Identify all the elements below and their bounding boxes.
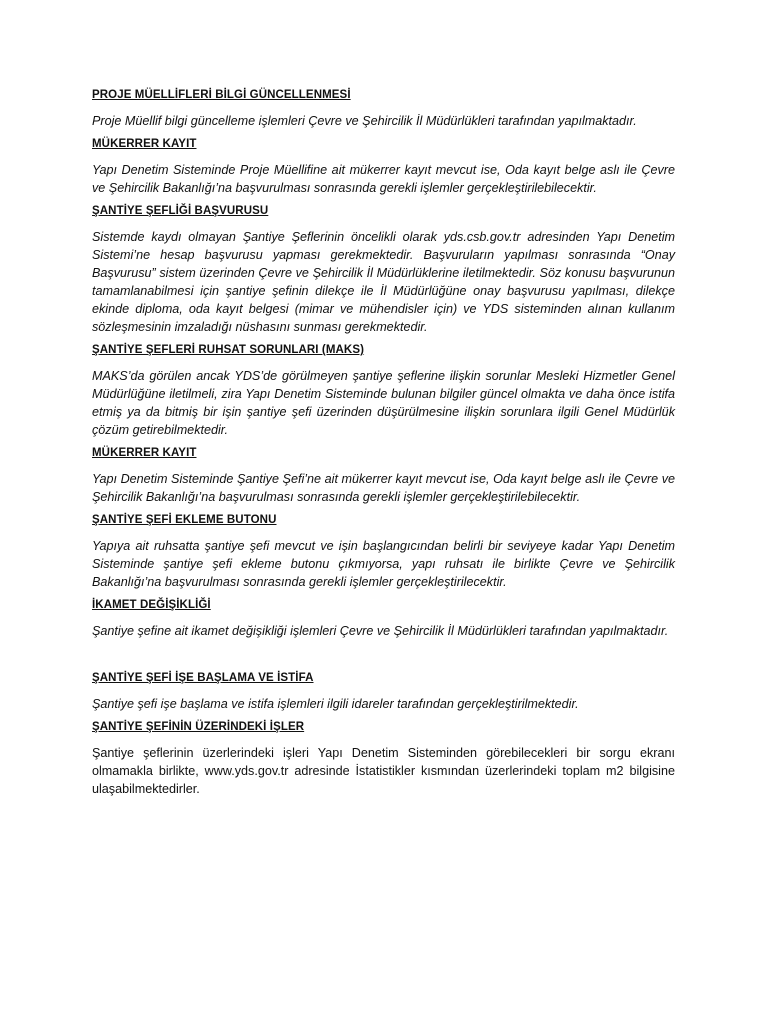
section-text-ekleme-butonu: Yapıya ait ruhsatta şantiye şefi mevcut ve işin başlangıcından belirli bir seviyeye kadar Yapı Denetim Sisteminde şantiye şefi ekleme butonu çıkmıyorsa, yapı ruhsatı ile birlikte Çevre ve Şehircilik Bakanlığı’na başvurulması sonrasında gerekli işlemler gerçekleştirilecektir. xyxy=(92,539,675,589)
section-heading-uzerindeki-isler: ŞANTİYE ŞEFİNİN ÜZERİNDEKİ İŞLER xyxy=(92,721,305,733)
section-text-mukerrer-kayit-1: Yapı Denetim Sisteminde Proje Müellifine ait mükerrer kayıt mevcut ise, Oda kayıt belge aslı ile Çevre ve Şehircilik Bakanlığı’na başvurulması sonrasında gerekli işlemler gerçekleştirilebilecektir. xyxy=(92,163,675,195)
section-heading-proje-muellifleri: PROJE MÜELLİFLERİ BİLGİ GÜNCELLENMESİ xyxy=(92,89,351,101)
section-text-mukerrer-kayit-2: Yapı Denetim Sisteminde Şantiye Şefi’ne ait mükerrer kayıt mevcut ise, Oda kayıt belge aslı ile Çevre ve Şehircilik Bakanlığı’na başvurulması sonrasında gerekli işlemler gerçekleştirilebilecektir. xyxy=(92,472,675,504)
section-text-ruhsat-sorunlari: MAKS’da görülen ancak YDS’de görülmeyen şantiye şeflerine ilişkin sorunlar Mesleki Hizmetler Genel Müdürlüğüne iletilmeli, zira Yapı Denetim Sisteminde bulunan bilgiler güncel olmakta ve daha önce istifa etmiş ya da bitmiş bir işin şantiye şefi üzerinden düşürülmesine ilişkin sorunlara ilgili Genel Müdürlük çözüm getirebilmektedir. xyxy=(92,369,675,437)
section-text-uzerindeki-isler: Şantiye şeflerinin üzerlerindeki işleri Yapı Denetim Sisteminden görebilecekleri bir sorgu ekranı olmamakla birlikte, www.yds.gov.tr adresinde İstatistikler kısmından üzerlerindeki toplam m2 bilgisine ulaşabilmektedirler. xyxy=(92,746,675,796)
section-text-santiye-sefligi-basvurusu: Sistemde kaydı olmayan Şantiye Şeflerinin öncelikli olarak yds.csb.gov.tr adresinden Yapı Denetim Sistemi’ne hesap başvurusu yapması gerekmektedir. Başvuruların yapılması sonrasında “Onay Başvurusu” sistem üzerinden Çevre ve Şehircilik İl Müdürlüklerine iletilmektedir. Söz konusu başvurunun tamamlanabilmesi için şantiye şefinin dilekçe ile İl Müdürlüğüne onay başvurusu yapılması, dilekçe ekinde diploma, oda kayıt belgesi (mimar ve mühendisler için) ve YDS sisteminden alınan kullanım sözleşmesinin imzaladığı nüshasını sunması gerekmektedir. xyxy=(92,230,675,334)
section-heading-mukerrer-kayit-1: MÜKERRER KAYIT xyxy=(92,138,197,150)
section-heading-mukerrer-kayit-2: MÜKERRER KAYIT xyxy=(92,447,197,459)
section-heading-ise-baslama-istifa: ŞANTİYE ŞEFİ İŞE BAŞLAMA VE İSTİFA xyxy=(92,672,314,684)
document-body xyxy=(92,88,675,805)
section-heading-ikamet-degisikligi: İKAMET DEĞİŞİKLİĞİ xyxy=(92,599,211,611)
section-text-proje-muellifleri: Proje Müellif bilgi güncelleme işlemleri Çevre ve Şehircilik İl Müdürlükleri tarafından yapılmaktadır. xyxy=(92,114,637,128)
section-heading-ruhsat-sorunlari: ŞANTİYE ŞEFLERİ RUHSAT SORUNLARI (MAKS) xyxy=(92,344,365,356)
section-heading-ekleme-butonu: ŞANTİYE ŞEFİ EKLEME BUTONU xyxy=(92,514,277,526)
section-text-ise-baslama-istifa: Şantiye şefi işe başlama ve istifa işlemleri ilgili idareler tarafından gerçekleştirilmektedir. xyxy=(92,697,579,711)
blank-space xyxy=(92,647,675,671)
section-heading-santiye-sefligi-basvurusu: ŞANTİYE ŞEFLİĞİ BAŞVURUSU xyxy=(92,205,269,217)
section-text-ikamet-degisikligi: Şantiye şefine ait ikamet değişikliği işlemleri Çevre ve Şehircilik İl Müdürlükleri tarafından yapılmaktadır. xyxy=(92,624,669,638)
